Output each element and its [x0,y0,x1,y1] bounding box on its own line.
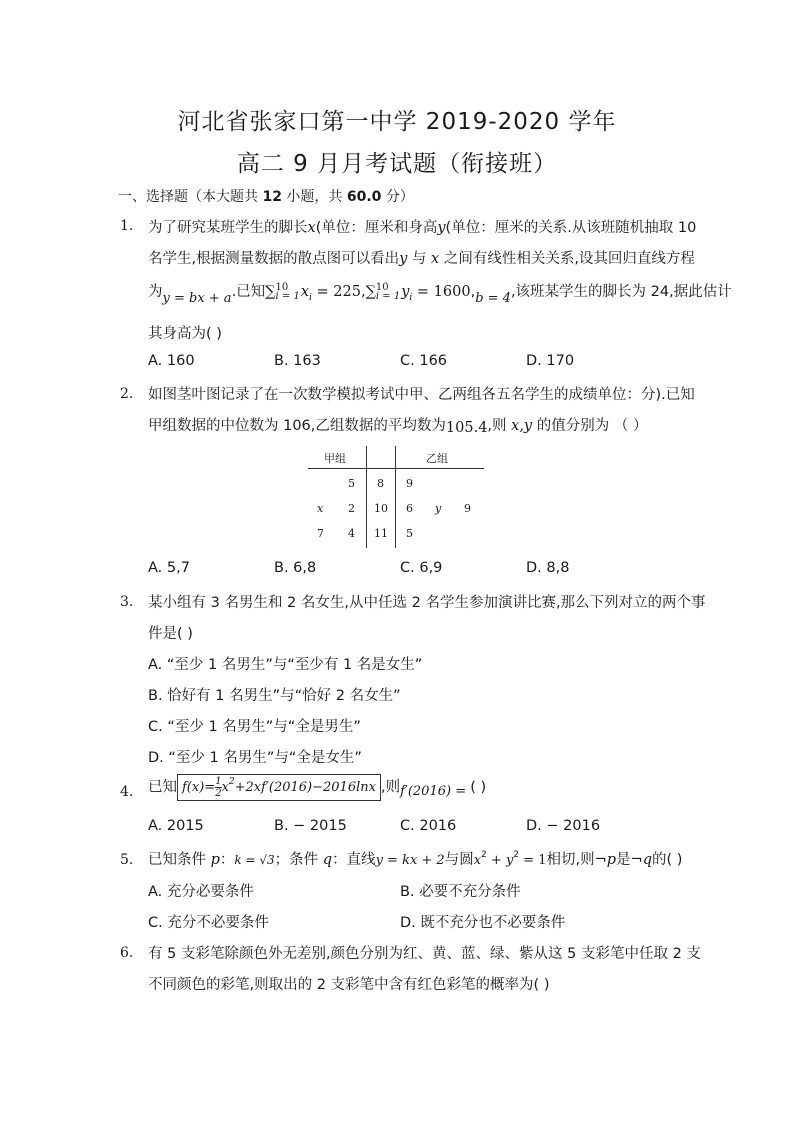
function-definition-box: f(x)= $\frac{1}{2}$ $x^2+2xf'(2016)-2016\ln x$ [177,774,381,801]
question-3-line-2: 件是( ) [148,626,193,642]
regression-equation: y = bx + a [162,291,232,306]
question-6-line-2: 不同颜色的彩笔,则取出的 2 支彩笔中含有红色彩笔的概率为( ) [148,977,550,993]
section-points: 60.0 [346,189,382,205]
document-subtitle: 高二 9 月月考试题（衔接班） [236,151,558,177]
q1-option-c[interactable]: C. 166 [400,353,448,369]
section-middle: 小题，共 [281,189,347,205]
q3-option-d[interactable]: D. “至少 1 名男生”与“全是女生” [148,750,362,766]
section-count: 12 [262,189,282,205]
leaf-right: 9 [464,502,471,515]
q4-option-c[interactable]: C. 2016 [400,818,457,834]
question-1-line-4: 其身高为( ) [148,326,222,342]
q1-option-b[interactable]: B. 163 [274,353,321,369]
leaf-right: 9 [406,477,413,490]
section-suffix: 分） [381,189,414,205]
leaf-right: 6 [406,502,413,515]
stem-left-divider [366,446,367,548]
q1-option-a[interactable]: A. 160 [148,353,195,369]
leaf-left: 7 [317,527,324,540]
question-6-number: 6. [120,945,134,961]
question-2-line-1: 如图茎叶图记录了在一次数学模拟考试中甲、乙两组各五名学生的成绩单位：分).已知 [148,387,695,403]
stem-left-header: 甲组 [324,452,346,465]
question-1-number: 1. [120,218,134,234]
question-2-line-2: 甲组数据的中位数为 106,乙组数据的平均数为105.4,则 x,y 的值分别为 （ ） [148,418,648,436]
stem-header-rule [308,468,484,469]
q5-option-a[interactable]: A. 充分必要条件 [148,884,254,900]
q5-option-b[interactable]: B. 必要不充分条件 [400,884,521,900]
q2-option-a[interactable]: A. 5,7 [148,560,190,576]
question-6-line-1: 有 5 支彩笔除颜色外无差别,颜色分别为红、黄、蓝、绿、紫从这 5 支彩笔中任取 2 支 [148,946,701,962]
q1-option-d[interactable]: D. 170 [526,353,575,369]
leaf-right: 5 [406,527,413,540]
leaf-left: 4 [348,527,355,540]
question-5-line-1: 已知条件 p：k = √3；条件 q：直线y = kx + 2与圆$x^2 + y^2 = 1$相切,则¬p是¬q的( ) [148,850,683,868]
q2-option-b[interactable]: B. 6,8 [274,560,317,576]
q2-option-d[interactable]: D. 8,8 [526,560,570,576]
leaf-left: 2 [348,502,355,515]
q5-option-d[interactable]: D. 既不充分也不必要条件 [400,915,566,931]
question-5-number: 5. [120,852,134,868]
q4-option-a[interactable]: A. 2015 [148,818,204,834]
q3-option-b[interactable]: B. 恰好有 1 名男生”与“恰好 2 名女生” [148,688,401,704]
leaf-right: y [435,502,442,515]
stem-right-divider [395,446,396,548]
q3-option-c[interactable]: C. “至少 1 名男生”与“全是男生” [148,719,361,735]
stem: 11 [374,527,388,540]
stem-right-header: 乙组 [426,452,448,465]
question-1-line-1: 为了研究某班学生的脚长x(单位：厘米和身高y(单位：厘米的关系.从该班随机抽取 10 [148,220,697,236]
question-4-line-1: 已知 f(x)= $\frac{1}{2}$ $x^2+2xf'(2016)-2016\ln x$ ,则f′(2016) = ( ) [148,776,487,799]
document-title: 河北省张家口第一中学 2019-2020 学年 [177,109,617,135]
question-4-number: 4. [120,784,134,800]
question-1-line-2: 名学生,根据测量数据的散点图可以看出y 与 x 之间有线性相关关系,设其回归直线方程 [148,251,695,267]
q4-option-b[interactable]: B. − 2015 [274,818,347,834]
leaf-left: x [317,502,324,515]
section-header [118,186,414,206]
q5-option-c[interactable]: C. 充分不必要条件 [148,915,269,931]
leaf-left: 5 [348,477,355,490]
stem-leaf-plot [308,446,484,548]
stem: 10 [374,502,388,515]
stem: 8 [377,477,384,490]
q4-option-d[interactable]: D. − 2016 [526,818,601,834]
section-prefix: 一、选择题（本大题共 [118,189,263,205]
question-1-line-3: 为y = bx + a.已知∑ 10 i = 1 $x_i = 225,\sum$ 10 i = 1 $y_i = 1600,b = 4$,该班某学生的脚长为 24,据此估计 [148,282,732,306]
question-3-line-1: 某小组有 3 名男生和 2 名女生,从中任选 2 名学生参加演讲比赛,那么下列对立的两个事 [148,595,706,611]
q2-option-c[interactable]: C. 6,9 [400,560,443,576]
question-3-number: 3. [120,594,134,610]
question-2-number: 2. [120,386,134,402]
q3-option-a[interactable]: A. “至少 1 名男生”与“至少有 1 名是女生” [148,657,423,673]
